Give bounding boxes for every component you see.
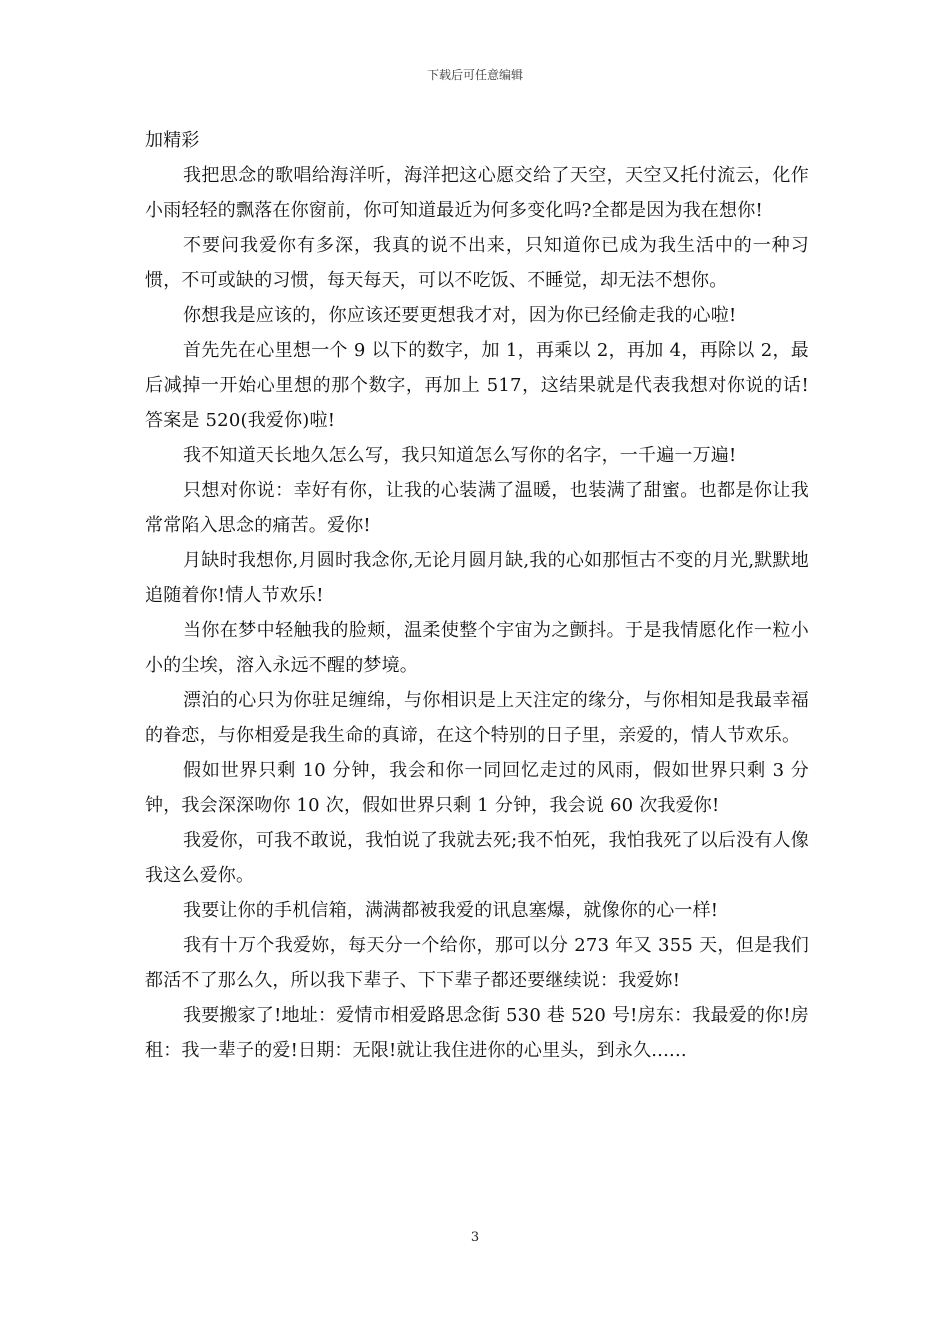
- paragraph-continuation: 加精彩: [145, 130, 200, 151]
- paragraph: 我不知道天长地久怎么写，我只知道怎么写你的名字，一千遍一万遍!: [183, 445, 737, 466]
- document-body: [145, 123, 809, 1068]
- paragraph: 月缺时我想你,月圆时我念你,无论月圆月缺,我的心如那恒古不变的月光,默默地追随着你!情人节欢乐!: [145, 550, 809, 606]
- paragraph: 当你在梦中轻触我的脸颊，温柔使整个宇宙为之颤抖。于是我情愿化作一粒小小的尘埃，溶入永远不醒的梦境。: [145, 620, 809, 676]
- paragraph: 我爱你，可我不敢说，我怕说了我就去死;我不怕死，我怕我死了以后没有人像我这么爱你。: [145, 830, 809, 886]
- page-header-note: 下载后可任意编辑: [426, 68, 523, 82]
- paragraph: 漂泊的心只为你驻足缠绵，与你相识是上天注定的缘分，与你相知是我最幸福的眷恋，与你相爱是我生命的真谛，在这个特别的日子里，亲爱的，情人节欢乐。: [145, 690, 809, 746]
- paragraph: 我要让你的手机信箱，满满都被我爱的讯息塞爆，就像你的心一样!: [183, 900, 719, 921]
- paragraph: 我要搬家了!地址：爱情市相爱路思念街 530 巷 520 号!房东：我最爱的你!房租：我一辈子的爱!日期：无限!就让我住进你的心里头，到永久......: [145, 1005, 809, 1061]
- paragraph: 假如世界只剩 10 分钟，我会和你一同回忆走过的风雨，假如世界只剩 3 分钟，我会深深吻你 10 次，假如世界只剩 1 分钟，我会说 60 次我爱你!: [145, 760, 809, 816]
- paragraph: 只想对你说：幸好有你，让我的心装满了温暖，也装满了甜蜜。也都是你让我常常陷入思念的痛苦。爱你!: [145, 480, 809, 536]
- paragraph: 我把思念的歌唱给海洋听，海洋把这心愿交给了天空，天空又托付流云，化作小雨轻轻的飘落在你窗前，你可知道最近为何多变化吗?全都是因为我在想你!: [145, 165, 809, 221]
- paragraph: 不要问我爱你有多深，我真的说不出来，只知道你已成为我生活中的一种习惯，不可或缺的习惯，每天每天，可以不吃饭、不睡觉，却无法不想你。: [145, 235, 809, 291]
- paragraph: 首先先在心里想一个 9 以下的数字，加 1，再乘以 2，再加 4，再除以 2，最后减掉一开始心里想的那个数字，再加上 517，这结果就是代表我想对你说的话!答案是 520(我爱你)啦!: [145, 340, 809, 431]
- paragraph: 我有十万个我爱妳，每天分一个给你，那可以分 273 年又 355 天，但是我们都活不了那么久，所以我下辈子、下下辈子都还要继续说：我爱妳!: [145, 935, 809, 991]
- page-number: 3: [470, 1230, 480, 1245]
- paragraph: 你想我是应该的，你应该还要更想我才对，因为你已经偷走我的心啦!: [183, 305, 737, 326]
